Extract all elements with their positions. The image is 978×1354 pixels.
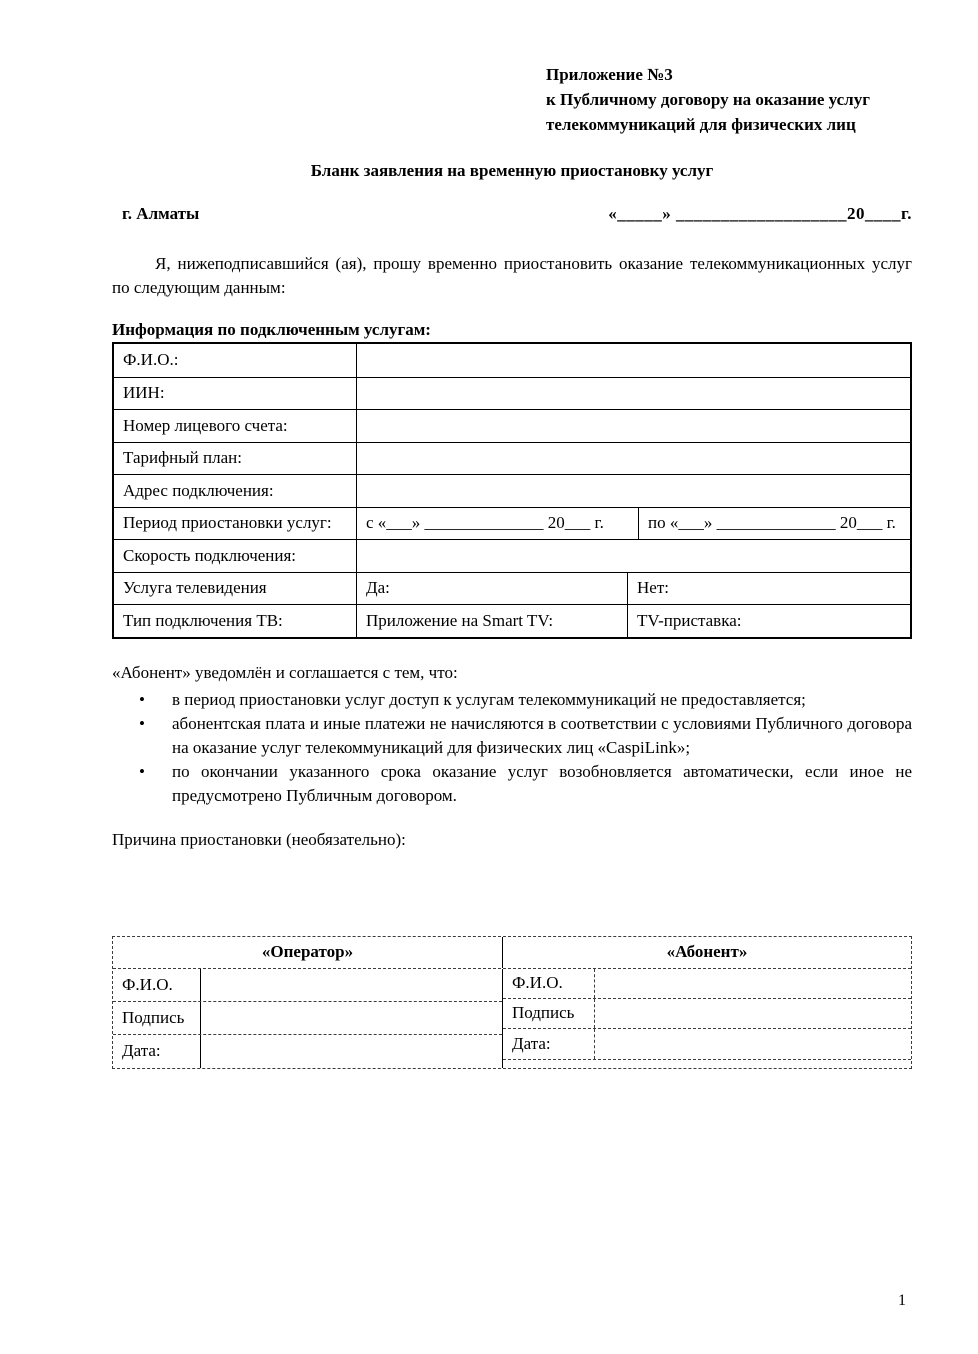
row-label: Услуга телевидения [114, 573, 357, 605]
table-row-connection-address [114, 474, 910, 507]
signature-table-body [113, 969, 911, 1068]
row-label: Скорость подключения: [114, 540, 357, 572]
subscriber-inner-table [503, 969, 911, 1060]
smart-tv-app-field: Приложение на Smart TV: [357, 605, 628, 637]
row-label: ИИН: [114, 378, 357, 410]
list-item [112, 760, 912, 808]
city-date-row [112, 204, 912, 224]
services-table-caption: Информация по подключенным услугам: [112, 320, 431, 339]
subscriber-fio-blank-field [595, 969, 911, 998]
operator-date-label: Дата: [113, 1035, 201, 1068]
operator-signature-label: Подпись [113, 1002, 201, 1034]
intro-paragraph: Я, нижеподписавшийся (ая), прошу временно приостановить оказание телекоммуникационных услуг по следующим данным: [112, 254, 912, 297]
bullet-icon: • [139, 713, 145, 733]
operator-header: «Оператор» [113, 937, 503, 968]
row-label: Период приостановки услуг: [114, 508, 357, 540]
tv-service-yes-field: Да: [357, 573, 628, 605]
suspension-reason-label: Причина приостановки (необязательно): [112, 829, 406, 849]
fio-blank-field [357, 344, 910, 377]
notice-intro: «Абонент» уведомлён и соглашается с тем, что: [112, 662, 458, 682]
bullet-text: по окончании указанного срока оказание услуг возобновляется автоматически, если иное не предусмотрено Публичным договором. [172, 761, 912, 805]
account-number-blank-field [357, 410, 910, 442]
period-to-blank-field: по «___» ______________ 20___ г. [648, 513, 896, 533]
subscriber-date-label: Дата: [503, 1029, 595, 1059]
appendix-line-1: Приложение №3 [546, 65, 673, 84]
bullet-text: в период приостановки услуг доступ к услугам телекоммуникаций не предоставляется; [172, 689, 806, 709]
notice-bullet-list [112, 688, 912, 808]
connection-address-blank-field [357, 475, 910, 507]
table-row-tv-connection-type [114, 604, 910, 637]
list-item [112, 688, 912, 712]
operator-column [113, 969, 503, 1068]
table-row [503, 1029, 911, 1059]
page-title: Бланк заявления на временную приостановку услуг [310, 161, 714, 180]
row-label: Номер лицевого счета: [114, 410, 357, 442]
signature-table [112, 936, 912, 1069]
services-table [112, 342, 912, 639]
operator-signature-blank-field [201, 1002, 502, 1034]
bullet-text: абонентская плата и иные платежи не начисляются в соответствии с условиями Публичного договора на оказание услуг телекоммуникаций для физических лиц «CaspiLink»; [172, 713, 912, 757]
row-label: Тип подключения ТВ: [114, 605, 357, 637]
tv-service-no-field: Нет: [637, 578, 669, 598]
tv-set-top-box-field: TV-приставка: [637, 610, 742, 630]
period-from-blank-field: с «___» ______________ 20___ г. [357, 508, 639, 540]
subscriber-signature-label: Подпись [503, 999, 595, 1028]
subscriber-date-blank-field [595, 1029, 911, 1059]
iin-blank-field [357, 378, 910, 410]
appendix-line-2: к Публичному договору на оказание услуг [546, 90, 870, 109]
operator-fio-blank-field [201, 969, 502, 1001]
table-row [113, 969, 502, 1002]
list-item [112, 712, 912, 760]
subscriber-fio-label: Ф.И.О. [503, 969, 595, 998]
date-blank-line: «_____» ___________________20____г. [608, 204, 912, 223]
table-row [113, 1002, 502, 1035]
connection-speed-blank-field [357, 540, 910, 572]
table-row-connection-speed [114, 539, 910, 572]
tariff-plan-blank-field [357, 443, 910, 475]
subscriber-signature-blank-field [595, 999, 911, 1028]
table-row-suspension-period [114, 507, 910, 540]
appendix-line-3: телекоммуникаций для физических лиц [546, 115, 856, 134]
operator-date-blank-field [201, 1035, 502, 1068]
appendix-block [546, 62, 918, 137]
signature-table-header [113, 937, 911, 969]
row-label: Адрес подключения: [114, 475, 357, 507]
subscriber-header: «Абонент» [666, 942, 748, 961]
table-row [503, 999, 911, 1029]
table-row-fio [114, 344, 910, 377]
table-row-iin [114, 377, 910, 410]
city-label: г. Алматы [122, 204, 200, 223]
bullet-icon: • [139, 689, 145, 709]
bullet-icon: • [139, 761, 145, 781]
table-row [113, 1035, 502, 1068]
page-number: 1 [898, 1292, 906, 1309]
subscriber-column [503, 969, 911, 1068]
table-row-account-number [114, 409, 910, 442]
table-row-tv-service [114, 572, 910, 605]
row-label: Тарифный план: [114, 443, 357, 475]
operator-fio-label: Ф.И.О. [113, 969, 201, 1001]
table-row-tariff-plan [114, 442, 910, 475]
table-row [503, 969, 911, 999]
row-label: Ф.И.О.: [114, 344, 357, 377]
